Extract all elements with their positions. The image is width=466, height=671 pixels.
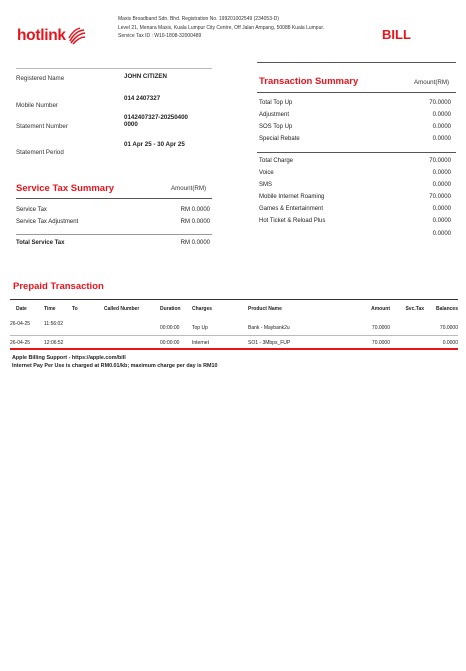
service-tax-value: RM 0.0000 [180,207,210,213]
table-row [10,317,458,336]
games-entertainment-label: Games & Entertainment [259,206,324,212]
mobile-internet-roaming-value: 70.0000 [429,194,451,200]
service-tax-adjustment-value: RM 0.0000 [180,219,210,225]
extra-summary-value: 0.0000 [432,231,451,237]
voice-label: Voice [259,170,274,176]
company-address: Level 21, Menara Maxis, Kuala Lumpur City Centre, Off Jalan Ampang, 50088 Kuala Lumpur. [118,24,325,31]
divider [16,234,212,235]
mobile-internet-roaming-label: Mobile Internet Roaming [259,194,325,200]
column-header-product: Product Name [248,306,282,312]
brand-logo [17,27,86,45]
statement-number-value-2: 0000 [124,121,138,128]
column-header-time: Time [44,306,56,312]
company-info [118,15,368,41]
sms-value: 0.0000 [432,182,451,188]
cell-time: 12:06:52 [44,340,64,346]
column-header-called-number: Called Number [104,306,140,312]
total-charge-label: Total Charge [259,158,294,164]
cell-balance: 0.0000 [442,340,458,346]
sms-label: SMS [259,182,273,188]
cell-called-number [104,317,160,336]
column-header-duration: Duration [160,306,181,312]
divider [16,198,212,199]
brand-name: hotlink [17,27,66,44]
divider [16,68,212,69]
total-charge-value: 70.0000 [429,158,451,164]
service-tax-amount-header: Amount(RM) [171,185,207,192]
adjustment-label: Adjustment [259,112,290,118]
column-header-date: Date [16,306,27,312]
statement-period-value: 01 Apr 25 - 30 Apr 25 [124,141,185,148]
column-header-svc-tax: Svc.Tax [405,306,424,312]
total-service-tax-label: Total Service Tax [16,240,65,246]
prepaid-transaction-title: Prepaid Transaction [13,281,104,292]
transaction-summary-amount-header: Amount(RM) [414,79,450,86]
hot-ticket-reload-plus-label: Hot Ticket & Reload Plus [259,218,326,224]
special-rebate-value: 0.0000 [432,136,451,142]
transaction-summary-title: Transaction Summary [259,76,359,87]
cell-date: 26-04-25 [10,340,31,346]
column-header-charges: Charges [192,306,213,312]
divider [257,152,456,153]
total-service-tax-value: RM 0.0000 [180,240,210,246]
cell-product: SO1 - 3Mbps_FUP [248,340,291,346]
cell-charges: Top Up [192,317,244,336]
swirl-logo-icon [68,27,86,45]
sos-top-up-value: 0.0000 [432,124,451,130]
statement-number-label: Statement Number [16,123,68,130]
column-header-amount: Amount [371,306,390,312]
voice-value: 0.0000 [432,170,451,176]
sos-top-up-label: SOS Top Up [259,124,293,130]
cell-time: 11:56:02 [44,317,72,336]
column-header-to: To [72,306,78,312]
service-tax-label: Service Tax [16,207,47,213]
internet-charge-note: Internet Pay Per Use is charged at RM0.01/kb; maximum charge per day is RM10 [12,363,218,369]
billing-support-note: Apple Billing Support - https://apple.com/bill [12,355,126,361]
hot-ticket-reload-plus-value: 0.0000 [432,218,451,224]
games-entertainment-value: 0.0000 [432,206,451,212]
cell-svc-tax [390,317,424,336]
cell-to [72,317,104,336]
total-top-up-label: Total Top Up [259,100,293,106]
table-header-row [10,306,458,317]
document-title: BILL [382,27,411,42]
cell-charges: Internet [192,340,209,346]
column-header-balances: Balances [436,306,458,312]
service-tax-title: Service Tax Summary [16,183,115,194]
company-registration: Maxis Broadband Sdn. Bhd. Registration No. 199201002549 (234053-D) [118,16,279,22]
cell-duration: 00:00:00 [160,340,180,346]
cell-duration: 00:00:00 [160,317,192,336]
red-divider [10,348,458,350]
special-rebate-label: Special Rebate [259,136,300,142]
divider [257,92,456,93]
cell-amount: 70.0000 [371,340,390,346]
mobile-number-label: Mobile Number [16,102,58,109]
statement-period-label: Statement Period [16,149,64,156]
service-tax-adjustment-label: Service Tax Adjustment [16,219,79,225]
cell-product: Bank - Maybank2u [244,317,344,336]
divider [257,62,456,63]
cell-amount: 70.0000 [344,317,390,336]
registered-name-label: Registered Name [16,75,65,82]
adjustment-value: 0.0000 [432,112,451,118]
statement-number-value-1: 0142407327-20250400 [124,114,189,121]
mobile-number-value: 014 2407327 [124,95,161,102]
registered-name-value: JOHN CITIZEN [124,73,167,80]
footer-notes [12,354,218,370]
company-tax-id: Service Tax ID : W10-1808-32000489 [118,33,202,39]
cell-balance: 70.0000 [424,317,458,336]
divider [10,299,458,300]
prepaid-transaction-table [10,306,458,350]
cell-date: 26-04-25 [10,317,44,336]
total-top-up-value: 70.0000 [429,100,451,106]
